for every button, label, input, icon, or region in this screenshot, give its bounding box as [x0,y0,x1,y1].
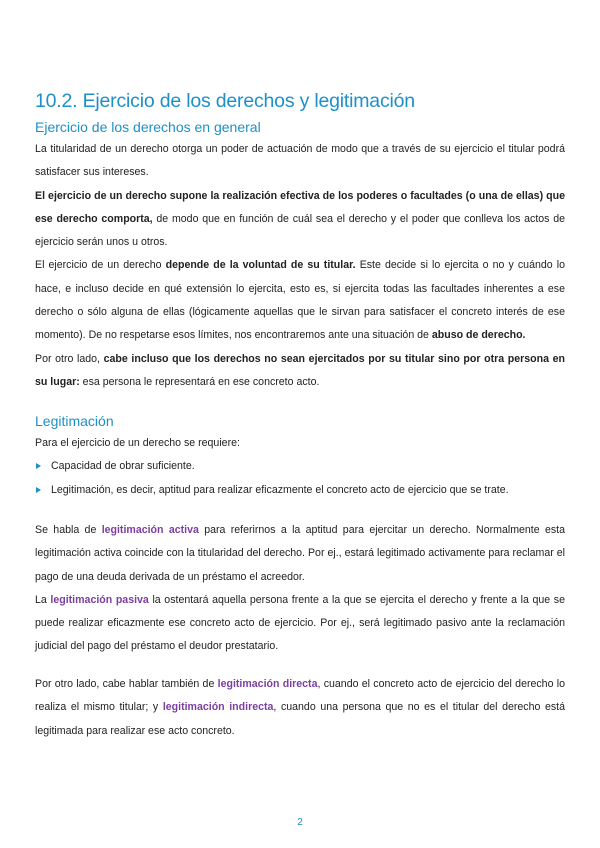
section-general [35,119,565,135]
text-activa-b: para referirnos a la aptitud para ejercitar un derecho. Normalmente esta legitimación activa coincide con la titularidad del derecho. Por ej., estará legitimado activamente para reclamar el pago de una deuda derivada de un préstamo el acreedor. [35,524,565,583]
paragraph-representacion [35,348,565,395]
paragraph-voluntad-titular [35,254,565,347]
paragraph-legitimacion-activa [35,519,565,589]
term-legitimacion-pasiva: legitimación pasiva [50,593,149,606]
bullet-arrow-icon [36,487,41,493]
list-item [35,455,565,478]
bold-voluntad: depende de la voluntad de su titular. [165,259,356,272]
paragraph-group-activa-pasiva [35,519,565,659]
page-title: 10.2. Ejercicio de los derechos y legitimación [35,90,415,112]
paragraph-titularidad: La titularidad de un derecho otorga un poder de actuación de modo que a través de su ejercicio el titular podrá satisfacer sus intereses. [35,143,565,179]
text-voluntad-b: Este decide si lo ejercita o no y cuándo lo hace, e incluso decide en qué extensión lo ejercita, esto es, si ejercita todas las facultades inherentes a ese derecho o sólo alguna de ellas (lógicamente aquellas que le sirvan para satisfacer el concreto interés de ese momento). De no respetarse esos límites, nos encontraremos ante una situación de [35,259,565,342]
section-heading-legitimacion: Legitimación [35,413,114,429]
text-representacion-a: Por otro lado, [35,352,104,365]
paragraph-legitimacion-directa-indirecta [35,673,565,743]
paragraph-requisitos-intro: Para el ejercicio de un derecho se requiere: [35,437,240,449]
text-directa-c: , cuando una persona que no es el titular del derecho está legitimada para realizar ese acto concreto. [35,701,565,737]
bullet-arrow-icon [36,463,41,469]
paragraph-legitimacion-pasiva [35,589,565,659]
section-legitimacion-body [35,432,565,502]
text-pasiva-a: La [35,593,51,606]
page-number: 2 [297,817,303,828]
section-legitimacion [35,413,565,429]
text-representacion-b: esa persona le representará en ese concreto acto. [79,375,320,388]
list-item-text: Legitimación, es decir, aptitud para realizar eficazmente el concreto acto de ejercicio que se trate. [51,483,509,496]
list-item [35,479,565,502]
requirements-list [35,455,565,502]
term-legitimacion-directa: legitimación directa [217,678,318,690]
section-general-body [35,138,565,394]
bold-abuso-derecho: abuso de derecho. [431,329,526,342]
bold-representacion: cabe incluso que los derechos no sean ejercitados por su titular sino por otra persona en su lugar: [35,352,566,388]
paragraph-group-directa-indirecta [35,673,565,743]
term-legitimacion-activa: legitimación activa [101,524,199,536]
text-voluntad-a: El ejercicio de un derecho [35,259,166,272]
text-directa-b: , cuando el concreto acto de ejercicio del derecho lo realiza el mismo titular; y [35,678,565,714]
bold-ejercicio-efectivo: El ejercicio de un derecho supone la realización efectiva de los poderes o facultades (o una de ellas) que ese derecho comporta, [35,189,565,225]
term-legitimacion-indirecta: legitimación indirecta [162,701,274,714]
section-heading-general: Ejercicio de los derechos en general [35,119,261,135]
paragraph-ejercicio-efectivo [35,185,565,255]
list-item-text: Capacidad de obrar suficiente. [51,460,195,473]
text-activa-a: Se habla de [35,524,102,536]
text-directa-a: Por otro lado, cabe hablar también de [35,678,218,690]
text-ejercicio-efectivo-rest: de modo que en función de cuál sea el derecho y el poder que conlleva los actos de ejercicio serán unos u otros. [35,212,565,249]
text-pasiva-b: la ostentará aquella persona frente a la que se ejercita el derecho y frente a la que se puede realizar eficazmente ese concreto acto de ejercicio. Por ej., será legitimado pasivo ante la reclamación judicial del pago del préstamo el deudor prestatario. [35,593,565,653]
